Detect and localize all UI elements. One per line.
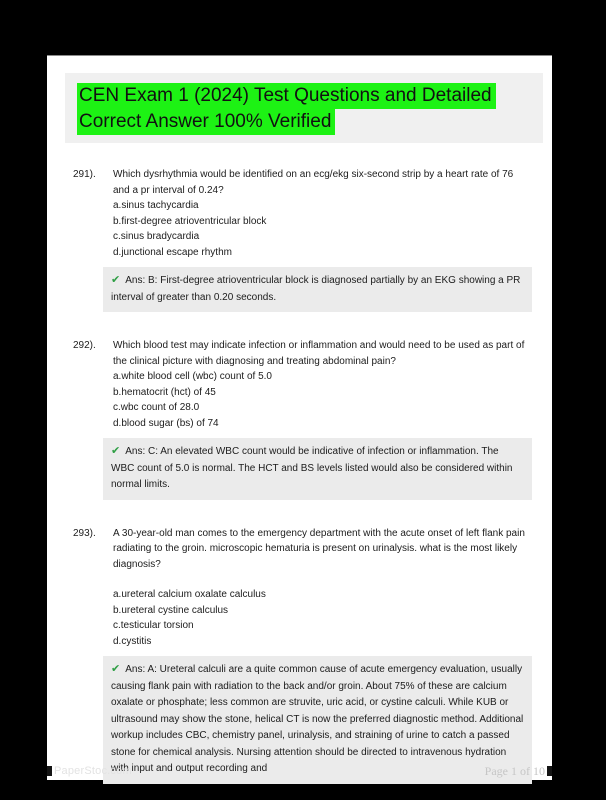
page-title-line-1: CEN Exam 1 (2024) Test Questions and Detailed — [77, 83, 496, 109]
check-icon: ✔ — [111, 663, 121, 675]
question-body — [113, 167, 532, 312]
answer-option: a.white blood cell (wbc) count of 5.0 — [113, 371, 272, 382]
footer-page-indicator — [485, 764, 552, 779]
footer-right-mark-icon — [547, 766, 552, 776]
question-text: Which dysrhythmia would be identified on an ecg/ekg six-second strip by a heart rate of 76 and a pr interval of 0.24? — [113, 169, 514, 196]
footer-page-number-text: Page 1 of 10 — [484, 763, 545, 778]
answer-box — [103, 438, 532, 500]
footer-watermark — [47, 765, 132, 777]
answer-option: a.sinus tachycardia — [113, 200, 199, 211]
answer-option: b.hematocrit (hct) of 45 — [113, 386, 216, 398]
answer-options — [113, 587, 532, 649]
answer-text: Ans: C: An elevated WBC count would be indicative of infection or inflammation. The WBC count of 5.0 is normal. The HCT and BS levels listed would also be considered within normal limits. — [111, 446, 513, 490]
answer-text: Ans: A: Ureteral calculi are a quite common cause of acute emergency evaluation, usually causing flank pain with radiation to the back and/or groin. About 75% of these are calcium oxalate or phosphate; less common are struvite, uric acid, or cystine calculi. While KUB or ultrasound may show the stone, helical CT is now the preferred diagnostic method. Additional workup includes CBC, chemistry panel, urinalysis, and straining of urine to catch a passed stone for chemical analysis. Nursing attention should be directed to intravenous hydration with input and output recording and — [111, 664, 524, 774]
answer-box — [103, 267, 532, 312]
answer-option: c.wbc count of 28.0 — [113, 402, 200, 413]
answer-option: d.cystitis — [113, 635, 152, 647]
questions-list — [47, 167, 552, 784]
answer-option: c.testicular torsion — [113, 620, 194, 631]
answer-option: d.junctional escape rhythm — [113, 246, 232, 258]
footer-left-mark-icon — [47, 766, 52, 776]
answer-text: Ans: B: First-degree atrioventricular block is diagnosed partially by an EKG showing a PR interval of greater than 0.20 seconds. — [111, 275, 521, 303]
answer-options — [113, 198, 532, 260]
title-band — [65, 73, 543, 143]
question-body — [113, 338, 532, 500]
answer-option: b.ureteral cystine calculus — [113, 604, 229, 616]
document-page — [47, 55, 552, 780]
answer-option: d.blood sugar (bs) of 74 — [113, 417, 219, 429]
question-number: 291). — [73, 169, 96, 180]
question-number: 292). — [73, 340, 96, 351]
page-footer — [47, 763, 552, 779]
question-number: 293). — [73, 527, 96, 539]
page-title-line-2: Correct Answer 100% Verified — [77, 109, 335, 135]
question-body — [113, 526, 532, 784]
question-block — [73, 526, 532, 784]
question-text: Which blood test may indicate infection or inflammation and would need to be used as part of the clinical picture with diagnosing and treating abdominal pain? — [113, 340, 525, 367]
answer-option: a.ureteral calcium oxalate calculus — [113, 589, 266, 600]
check-icon: ✔ — [111, 445, 121, 457]
footer-watermark-text: PaperStoc.com — [54, 765, 132, 777]
question-block — [73, 338, 532, 500]
answer-options — [113, 369, 532, 431]
question-text: A 30-year-old man comes to the emergency department with the acute onset of left flank pain radiating to the groin. microscopic hematuria is present on urinalysis. what is the most likely diagnosis? — [113, 527, 525, 570]
question-block — [73, 167, 532, 312]
answer-option: b.first-degree atrioventricular block — [113, 215, 267, 227]
answer-option: c.sinus bradycardia — [113, 231, 200, 242]
check-icon: ✔ — [111, 274, 121, 286]
